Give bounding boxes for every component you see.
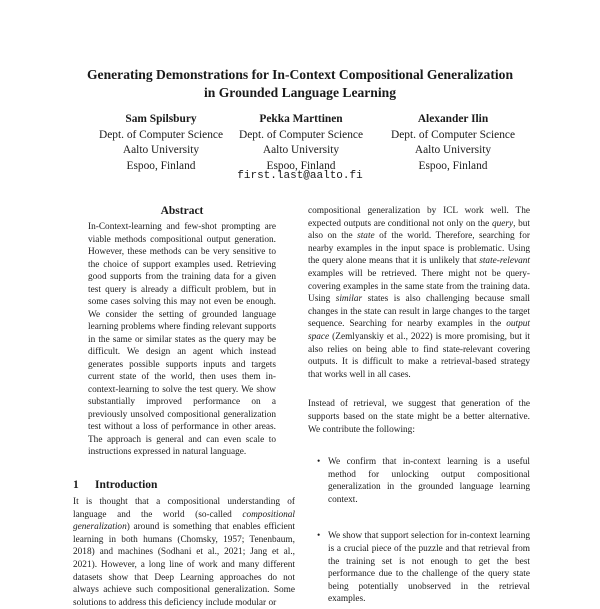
- author-name: Sam Spilsbury: [125, 113, 197, 125]
- text-span: compositional generalization by ICL work well. The expected outputs are conditional not only on the: [308, 206, 530, 229]
- abstract-heading: Abstract: [160, 205, 204, 217]
- right-paragraph-2: Instead of retrieval, we suggest that generation of the supports based on the state might be a better alternative. We contribute the following:: [308, 399, 530, 435]
- emphasis-state-relevant: state-relevant: [479, 256, 530, 267]
- author-dept: Dept. of Computer Science: [391, 128, 515, 141]
- author-affiliation: Aalto University: [414, 144, 492, 156]
- emphasis-output-space: output space: [308, 319, 530, 342]
- section-number: 1: [73, 479, 79, 491]
- section-title: Introduction: [95, 479, 158, 491]
- intro-emphasis: compositional generalization: [73, 509, 295, 533]
- paper-title: [40, 66, 560, 102]
- bullet-item-1: [308, 456, 530, 506]
- author-affiliation: Aalto University: [122, 144, 200, 156]
- author-email: first.last@aalto.fi: [237, 170, 363, 182]
- title-line-1: Generating Demonstrations for In-Context Compositional Generalization: [86, 67, 514, 82]
- emphasis-query: query: [491, 218, 514, 229]
- author-affiliation: Aalto University: [262, 144, 340, 156]
- text-span: (Zemlyanskiy et al., 2022) is more promising, but it also relies on being able to find state-relevant covering outputs. It is difficult to make a retrieval-based strategy that works well in all cases.: [308, 331, 530, 380]
- introduction-paragraph: [73, 496, 295, 609]
- bullet-text: We show that support selection for in-context learning is a crucial piece of the puzzle and that retrieval from the training set is not enough to get the best performance due to the challenge of the query state being potentially unobserved in the retrieval examples.: [328, 531, 530, 605]
- text-span: states is also challenging because small changes in the state can result in large changes to the target sequence. Searching for nearby examples in the: [308, 294, 530, 330]
- author-location: Espoo, Finland: [266, 159, 336, 172]
- intro-text-part: ) around is something that enables efficient learning in both humans (Chomsky, 1957; Tenenbaum, 2018) and machines (Sodhani et al., 2021; Jang et al., 2021). However, a long line of work and many different datasets show that Deep Learning approaches do not always achieve such compositional generalization. Some solutions to address this deficiency include modular or: [73, 522, 295, 608]
- bullet-icon: •: [317, 531, 321, 542]
- intro-text-part: It is thought that a compositional understanding of language and the world (so-called: [73, 497, 295, 520]
- text-span: of the world. Therefore, searching for nearby examples in the input space is problematic. Using the query alone means that it is unlikely that: [308, 231, 530, 267]
- abstract-text: In-Context-learning and few-shot prompting are viable methods compositional output generation. However, these methods can be very sensitive to the choice of support examples used. Retrieving good supports from the training data for a given test query is already a difficult problem, but in some cases solving this may not even be enough. We consider the setting of grounded language learning problems where finding relevant supports in the same or similar states as the query may be difficult. We design an agent which instead generates possible supports inputs and targets current state of the world, then uses them in-context-learning to solve the test query. We show substantially improved performance on a previously unsolved compositional generalization test without a loss of performance in other areas. The approach is general and can even scale to instructions expressed in natural language.: [88, 222, 276, 457]
- author-name: Pekka Marttinen: [259, 113, 343, 125]
- author-dept: Dept. of Computer Science: [239, 128, 363, 141]
- right-column: [308, 205, 530, 606]
- author-block-3: [378, 112, 528, 174]
- author-location: Espoo, Finland: [126, 159, 196, 172]
- text-span: examples will be retrieved. There might not be query-covering examples in the same state from the training data. Using: [308, 268, 530, 305]
- author-block-1: [80, 112, 242, 174]
- emphasis-similar: similar: [335, 294, 363, 305]
- bullet-item-2: [308, 530, 530, 606]
- author-dept: Dept. of Computer Science: [99, 128, 223, 141]
- author-block-2: [226, 112, 376, 174]
- bullet-text: We confirm that in-context learning is a useful method for unlocking output compositional generalization in the grounded language learning context.: [328, 457, 530, 505]
- emphasis-state: state: [357, 231, 375, 242]
- text-span: , but also on the: [308, 218, 530, 242]
- section-heading-introduction: [73, 479, 157, 491]
- author-name: Alexander Ilin: [417, 113, 489, 125]
- bullet-icon: •: [317, 457, 321, 468]
- right-paragraph-1: [308, 205, 530, 381]
- author-location: Espoo, Finland: [418, 159, 488, 172]
- title-line-2: in Grounded Language Learning: [204, 85, 396, 100]
